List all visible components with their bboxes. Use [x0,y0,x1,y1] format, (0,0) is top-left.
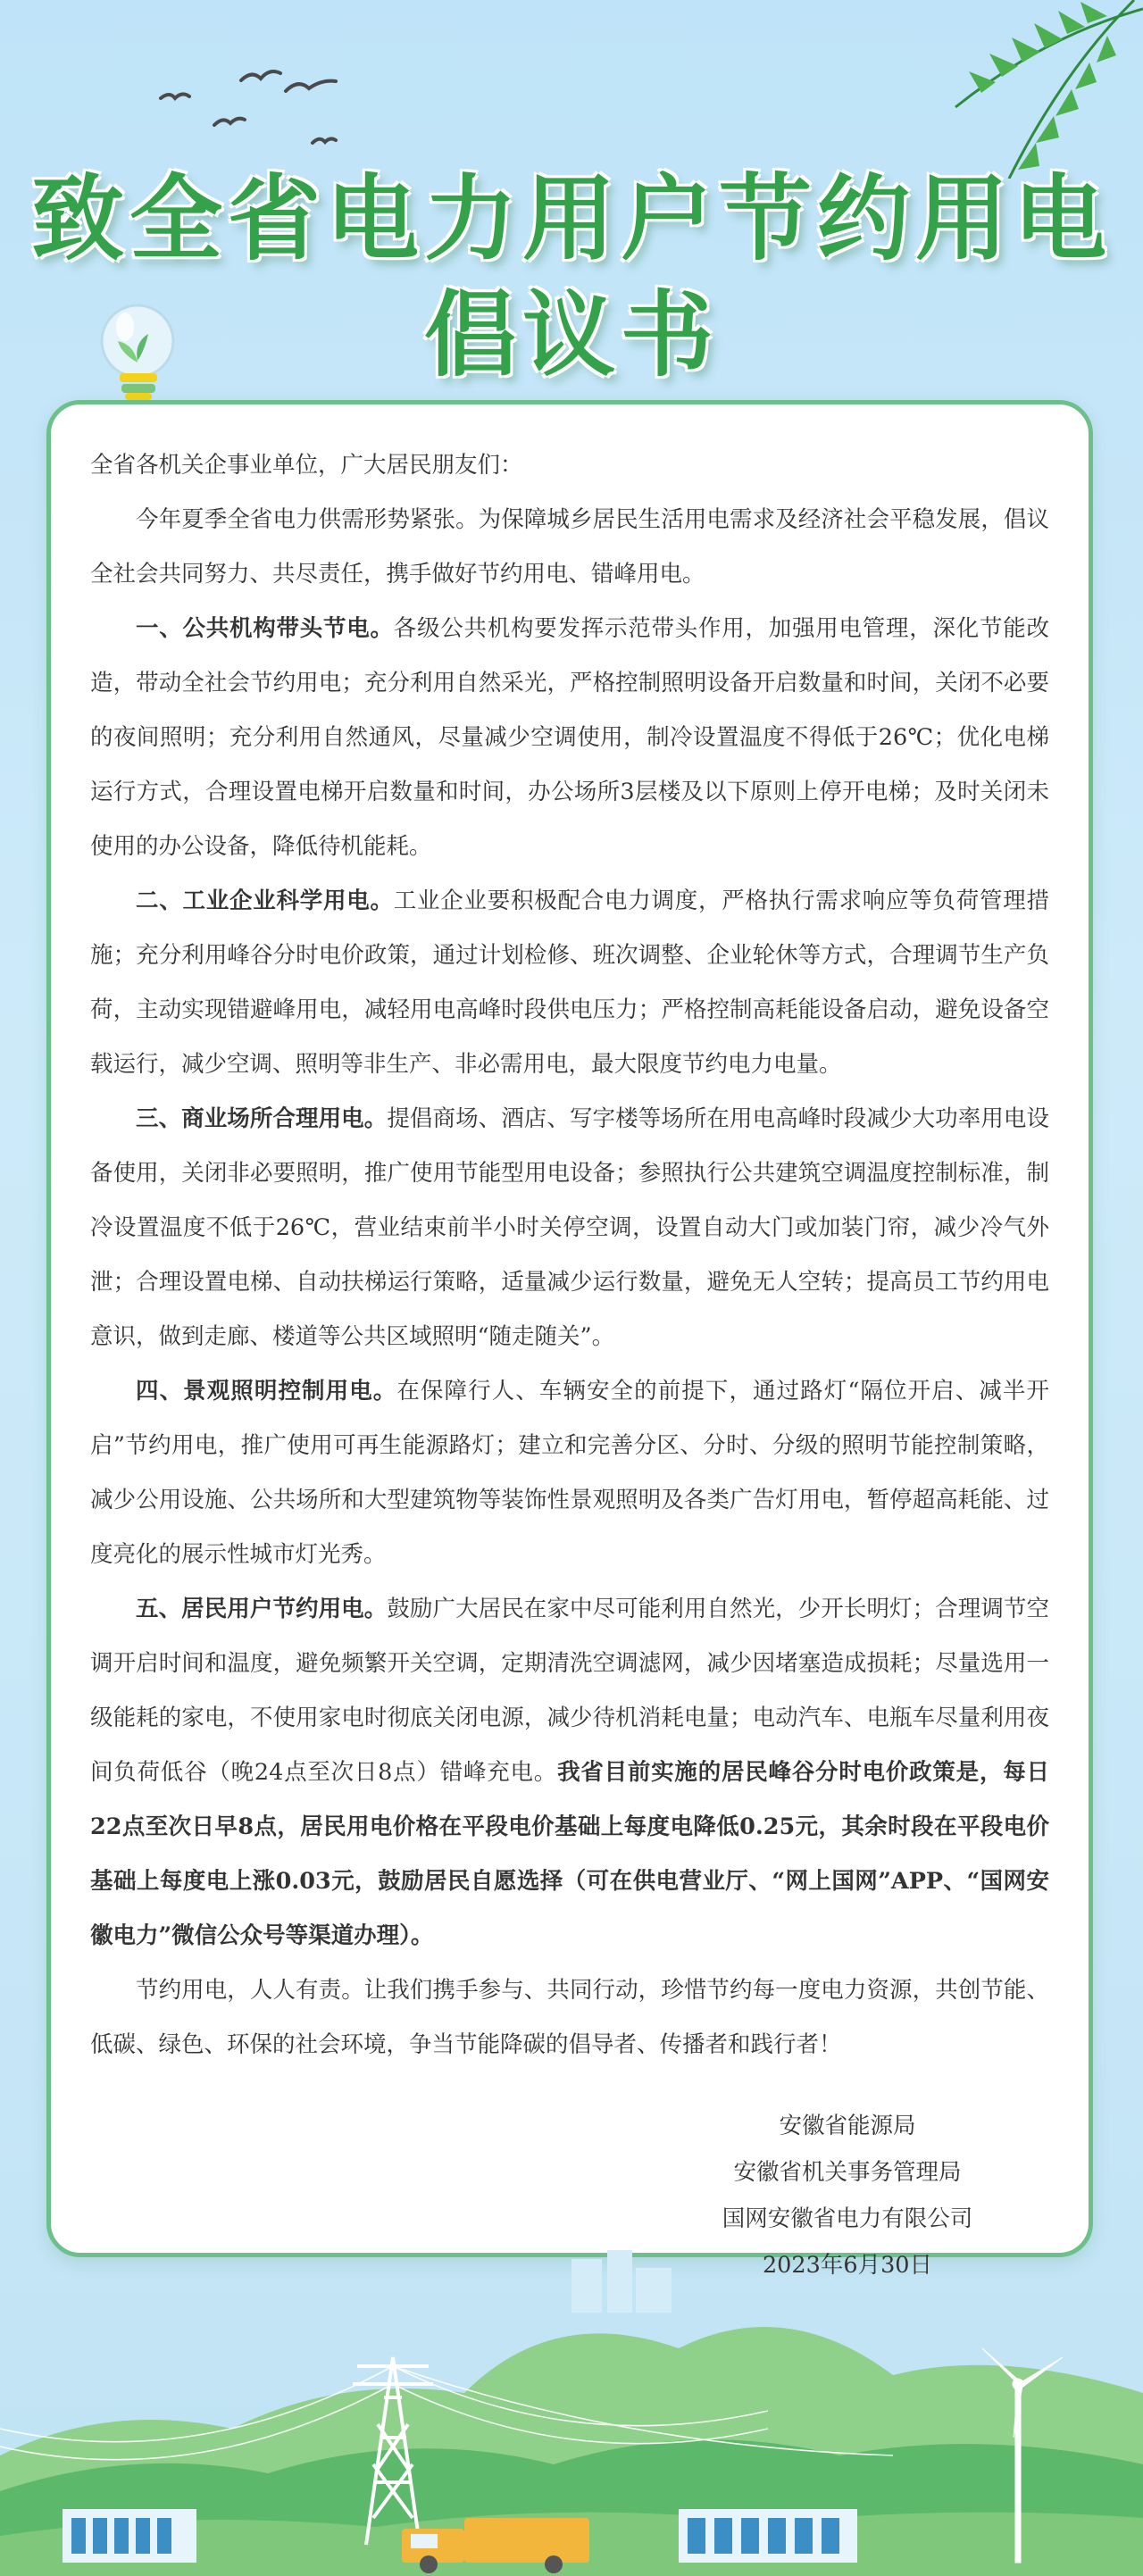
signature-org: 安徽省能源局 [779,2113,916,2139]
bird-icon [241,71,280,80]
section-body: 各级公共机构要发挥示范带头作用，加强用电管理，深化节能改造，带动全社会节约用电；充分利用自然采光，严格控制照明设备开启数量和时间，关闭不必要的夜间照明；充分利用自然通风，尽量减少空调使用，制冷设置温度不得低于26℃；优化电梯运行方式，合理设置电梯开启数量和时间，办公场所3层楼及以下原则上停开电梯；及时关闭未使用的办公设备，降低待机能耗。 [90,615,1049,860]
letter-card [46,400,1093,2279]
substation-left [63,2509,196,2563]
section-body: 工业企业要积极配合电力调度，严格执行需求响应等负荷管理措施；充分利用峰谷分时电价政策，通过计划检修、班次调整、企业轮休等方式，合理调节生产负荷，主动实现错避峰用电，减轻用电高峰时段供电压力；严格控制高耗能设备启动，避免设备空载运行，减少空调、照明等非生产、非必需用电，最大限度节约电力电量。 [90,888,1049,1078]
section-paragraph [90,874,1049,1092]
bird-icon [214,119,245,125]
section-heading: 五、居民用户节约用电。 [136,1596,388,1622]
section-heading: 一、公共机构带头节电。 [136,615,394,642]
title-area [0,161,1143,393]
section-paragraph [90,602,1049,874]
section-paragraph [90,1582,1049,1963]
intro-paragraph: 今年夏季全省电力供需形势紧张。为保障城乡居民生活用电需求及经济社会平稳发展，倡议全社会共同努力、共尽责任，携手做好节约用电、错峰用电。 [90,506,1049,588]
salutation: 全省各机关企事业单位，广大居民朋友们： [90,452,523,479]
substation-right [679,2509,857,2563]
signature-org: 国网安徽省电力有限公司 [722,2205,973,2232]
signature-org: 安徽省机关事务管理局 [733,2159,962,2186]
signature-date: 2023年6月30日 [762,2252,933,2279]
section-body: 鼓励广大居民在家中尽可能利用自然光，少开长明灯；合理调节空调开启时间和温度，避免频繁开关空调，定期清洗空调滤网，减少因堵塞造成损耗；尽量选用一级能耗的家电，不使用家电时彻底关闭电源，减少待机消耗电量；电动汽车、电瓶车尽量利用夜间负荷低谷（晚24点至次日8点）错峰充电。 [90,1596,1049,1786]
section-heading: 四、景观照明控制用电。 [136,1378,397,1405]
section-paragraph [90,1364,1049,1582]
price-policy-emphasis: 我省目前实施的居民峰谷分时电价政策是，每日22点至次日早8点，居民用电价格在平段电价基础上每度电降低0.25元，其余时段在平段电价基础上每度电上涨0.03元，鼓励居民自愿选择（可在供电营业厅、“网上国网”APP、“国网安徽电力”微信公众号等渠道办理）。 [90,1759,1049,1949]
page-subtitle: 倡议书 [423,280,719,389]
page-title: 致全省电力用户节约用电 [30,164,1112,273]
section-heading: 三、商业场所合理用电。 [136,1105,388,1132]
section-body: 提倡商场、酒店、写字楼等场所在用电高峰时段减少大功率用电设备使用，关闭非必要照明，推广使用节能型用电设备；参照执行公共建筑空调温度控制标准，制冷设置温度不低于26℃，营业结束前半小时关停空调，设置自动大门或加装门帘，减少冷气外泄；合理设置电梯、自动扶梯运行策略，适量减少运行数量，避免无人空转；提高员工节约用电意识，做到走廊、楼道等公共区域照明“随走随关”。 [90,1105,1049,1350]
closing-paragraph: 节约用电，人人有责。让我们携手参与、共同行动，珍惜节约每一度电力资源，共创节能、低碳、绿色、环保的社会环境，争当节能降碳的倡导者、传播者和践行者！ [90,1977,1049,2058]
section-body: 在保障行人、车辆安全的前提下，通过路灯“隔位开启、减半开启”节约用电，推广使用可再生能源路灯；建立和完善分区、分时、分级的照明节能控制策略，减少公用设施、公共场所和大型建筑物等装饰性景观照明及各类广告灯用电，暂停超高耗能、过度亮化的展示性城市灯光秀。 [90,1378,1049,1568]
section-paragraph [90,1092,1049,1364]
bird-icon [313,138,336,143]
bird-icon [161,94,189,98]
section-heading: 二、工业企业科学用电。 [136,888,394,914]
landscape-scene [0,2250,1143,2576]
birds-decoration [152,54,402,161]
palm-leaf-icon [884,0,1143,179]
bird-icon [286,81,336,91]
